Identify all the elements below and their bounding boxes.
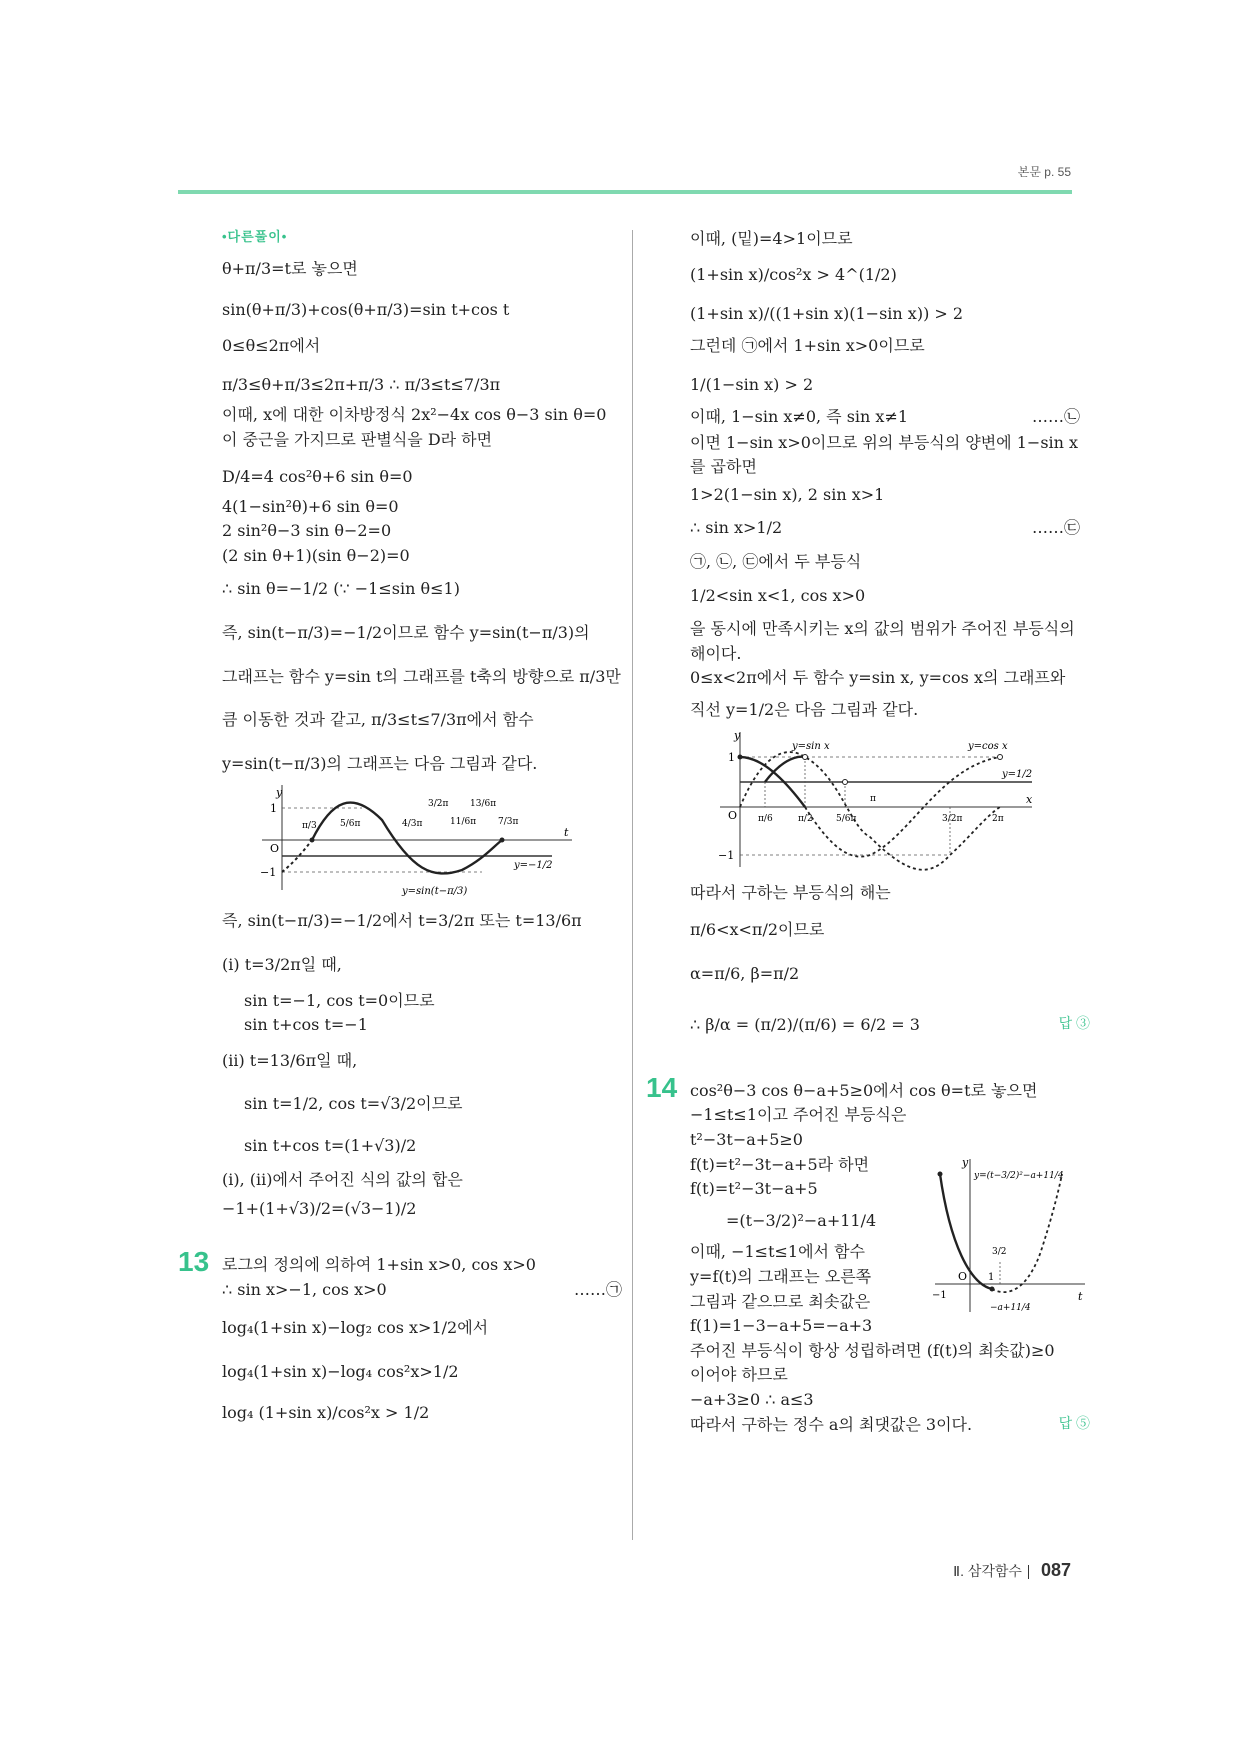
right-line: 1/(1−sin x) > 2: [690, 375, 814, 395]
p13-line: log₄(1+sin x)−log₄ cos²x>1/2: [222, 1361, 459, 1381]
graph3-one: 1: [988, 1271, 995, 1283]
p14-line: 이때, −1≤t≤1에서 함수: [690, 1242, 866, 1262]
answer-13: 답 ③: [1058, 1015, 1090, 1032]
problem-number: 13: [178, 1245, 210, 1277]
footer-divider: [1028, 1565, 1029, 1579]
right-line: 를 곱하면: [690, 457, 757, 477]
left-line: (i), (ii)에서 주어진 식의 값의 합은: [222, 1169, 463, 1189]
left-line: π/3≤θ+π/3≤2π+π/3 ∴ π/3≤t≤7/3π: [222, 375, 501, 395]
right-line: ∴ β/α = (π/2)/(π/6) = 6/2 = 3 답 ③: [690, 1015, 1090, 1035]
right-line: 해이다.: [690, 643, 742, 663]
graph2-tick: 3/2π: [942, 813, 963, 824]
left-line: sin t=−1, cos t=0이므로: [244, 990, 435, 1010]
page-reference: 본문 p. 55: [1017, 165, 1071, 179]
answer-14: 답 ⑤: [1058, 1414, 1090, 1431]
right-line: π/6<x<π/2이므로: [690, 920, 825, 940]
p14-line: −1≤t≤1이고 주어진 부등식은: [690, 1105, 907, 1125]
graph2-tick: 2π: [992, 813, 1004, 824]
graph1-curve-label: y=sin(t−π/3): [402, 886, 468, 898]
graph2-minus-one: −1: [718, 848, 735, 862]
p14-line: f(t)=t²−3t−a+5라 하면: [690, 1154, 870, 1174]
graph2-line-label: y=1/2: [1002, 768, 1033, 780]
left-line: 2 sin²θ−3 sin θ−2=0: [222, 521, 392, 541]
graph1-tick: 11/6π: [450, 817, 477, 828]
graph3-minus-one: −1: [932, 1289, 947, 1301]
mark-2: ……㉡: [1031, 406, 1080, 426]
left-line: sin t+cos t=(1+√3)/2: [244, 1136, 417, 1156]
graph3-y-label: y: [962, 1155, 969, 1169]
page-number: 087: [1040, 1560, 1071, 1580]
p14-line: 그림과 같으므로 최솟값은: [690, 1291, 871, 1311]
right-line: 직선 y=1/2은 다음 그림과 같다.: [690, 699, 919, 719]
right-line: 이면 1−sin x>0이므로 위의 부등식의 양변에 1−sin x: [690, 432, 1079, 452]
right-line: (1+sin x)/cos²x > 4^(1/2): [690, 264, 897, 284]
graph3-vertex: 3/2: [992, 1246, 1007, 1257]
p14-line: f(t)=t²−3t−a+5: [690, 1179, 818, 1199]
left-line: θ+π/3=t로 놓으면: [222, 258, 358, 278]
right-line: 1/2<sin x<1, cos x>0: [690, 585, 866, 605]
graph2-tick: 5/6π: [836, 813, 857, 824]
p14-line: =(t−3/2)²−a+11/4: [726, 1210, 877, 1230]
left-line: 큼 이동한 것과 같고, π/3≤t≤7/3π에서 함수: [222, 710, 534, 730]
sin-cos-graph: [710, 727, 1040, 872]
problem-number: 14: [646, 1071, 678, 1103]
graph3-t-label: t: [1078, 1289, 1083, 1303]
sine-shift-graph: [252, 780, 592, 900]
graph3-min-label: −a+11/4: [990, 1302, 1031, 1313]
column-divider: [632, 230, 633, 1540]
p14-line: 따라서 구하는 정수 a의 최댓값은 3이다. 답 ⑤: [690, 1414, 1090, 1434]
left-line: (ii) t=13/6π일 때,: [222, 1050, 358, 1070]
graph1-line-label: y=−1/2: [514, 860, 553, 872]
p14-line: y=f(t)의 그래프는 오른쪽: [690, 1267, 872, 1287]
p13-line: log₄ (1+sin x)/cos²x > 1/2: [222, 1403, 430, 1423]
header-rule: [178, 190, 1072, 194]
graph2-tick: π/6: [758, 813, 773, 824]
p14-line: f(1)=1−3−a+5=−a+3: [690, 1316, 873, 1336]
left-line: 그래프는 함수 y=sin t의 그래프를 t축의 방향으로 π/3만: [222, 666, 621, 686]
mark-1: ……㉠: [573, 1280, 622, 1300]
graph1-t-label: t: [564, 826, 569, 840]
left-line: y=sin(t−π/3)의 그래프는 다음 그림과 같다.: [222, 753, 538, 773]
graph3-origin: O: [958, 1269, 968, 1283]
left-line: (2 sin θ+1)(sin θ−2)=0: [222, 545, 410, 565]
graph1-tick: 5/6π: [340, 819, 361, 830]
graph1-tick: 4/3π: [402, 819, 423, 830]
graph2-cos-label: y=cos x: [968, 740, 1008, 752]
left-column: [178, 228, 632, 1424]
page-footer: [953, 1560, 1071, 1581]
left-line: 즉, sin(t−π/3)=−1/2이므로 함수 y=sin(t−π/3)의: [222, 623, 590, 643]
right-line: (1+sin x)/((1+sin x)(1−sin x)) > 2: [690, 304, 964, 324]
p14-line: 주어진 부등식이 항상 성립하려면 (f(t)의 최솟값)≥0: [690, 1340, 1055, 1360]
right-line: 이때, (밑)=4>1이므로: [690, 229, 853, 248]
left-line: 즉, sin(t−π/3)=−1/2에서 t=3/2π 또는 t=13/6π: [222, 911, 582, 931]
left-line: sin(θ+π/3)+cos(θ+π/3)=sin t+cos t: [222, 300, 510, 320]
left-line: (i) t=3/2π일 때,: [222, 955, 342, 975]
graph2-y-label: y: [734, 728, 741, 742]
graph1-y-label: y: [276, 786, 283, 800]
left-line: sin t=1/2, cos t=√3/2이므로: [244, 1094, 463, 1114]
p13-line: 로그의 정의에 의하여 1+sin x>0, cos x>0: [222, 1254, 536, 1274]
problem-14: [646, 1071, 1090, 1435]
graph3-curve-label: y=(t−3/2)²−a+11/4: [974, 1170, 1064, 1181]
right-line: 따라서 구하는 부등식의 해는: [690, 882, 891, 902]
right-line: 0≤x<2π에서 두 함수 y=sin x, y=cos x의 그래프와: [690, 668, 1066, 688]
left-line: 4(1−sin²θ)+6 sin θ=0: [222, 496, 399, 516]
left-line: 이때, x에 대한 이차방정식 2x²−4x cos θ−3 sin θ=0: [222, 404, 607, 424]
graph1-tick: 3/2π: [428, 799, 449, 810]
left-line: −1+(1+√3)/2=(√3−1)/2: [222, 1199, 417, 1219]
p14-line: −a+3≥0 ∴ a≤3: [690, 1390, 814, 1409]
p13-line: ∴ sin x>−1, cos x>0 ……㉠: [222, 1280, 622, 1300]
p14-line: cos²θ−3 cos θ−a+5≥0에서 cos θ=t로 놓으면: [690, 1080, 1038, 1100]
right-line: ∴ sin x>1/2 ……㉢: [690, 518, 1080, 538]
right-line: 그런데 ㉠에서 1+sin x>0이므로: [690, 335, 925, 355]
left-line: 0≤θ≤2π에서: [222, 335, 321, 355]
section-title: Ⅱ. 삼각함수: [953, 1563, 1022, 1579]
graph2-tick: π/2: [798, 813, 813, 824]
left-line: ∴ sin θ=−1/2 (∵ −1≤sin θ≤1): [222, 579, 460, 599]
p14-line: t²−3t−a+5≥0: [690, 1130, 803, 1150]
graph1-origin: O: [270, 842, 280, 856]
right-line: 1>2(1−sin x), 2 sin x>1: [690, 484, 885, 504]
alt-solution-label: •다른풀이•: [222, 229, 288, 244]
right-line: ㉠, ㉡, ㉢에서 두 부등식: [690, 551, 862, 571]
graph2-x-label: x: [1026, 792, 1033, 806]
graph2-one: 1: [728, 750, 735, 764]
right-column: [646, 228, 1090, 1435]
left-line: sin t+cos t=−1: [244, 1015, 368, 1035]
p14-line: 이어야 하므로: [690, 1365, 788, 1385]
graph1-tick: 7/3π: [498, 817, 519, 828]
graph1-minus-one: −1: [260, 866, 277, 880]
problem-13: [178, 1245, 632, 1424]
graph1-tick: 13/6π: [470, 799, 497, 810]
graph2-origin: O: [728, 808, 738, 822]
graph2-tick: π: [870, 793, 876, 804]
left-line: D/4=4 cos²θ+6 sin θ=0: [222, 467, 413, 487]
right-line: α=π/6, β=π/2: [690, 963, 800, 983]
right-line: 이때, 1−sin x≠0, 즉 sin x≠1 ……㉡: [690, 406, 1080, 426]
graph2-sin-label: y=sin x: [792, 740, 830, 752]
right-line: 을 동시에 만족시키는 x의 값의 범위가 주어진 부등식의: [690, 619, 1075, 639]
graph1-one: 1: [270, 802, 277, 816]
graph1-tick: π/3: [302, 821, 317, 832]
p13-line: log₄(1+sin x)−log₂ cos x>1/2에서: [222, 1317, 489, 1337]
mark-3: ……㉢: [1031, 518, 1080, 538]
left-line: 이 중근을 가지므로 판별식을 D라 하면: [222, 429, 493, 449]
